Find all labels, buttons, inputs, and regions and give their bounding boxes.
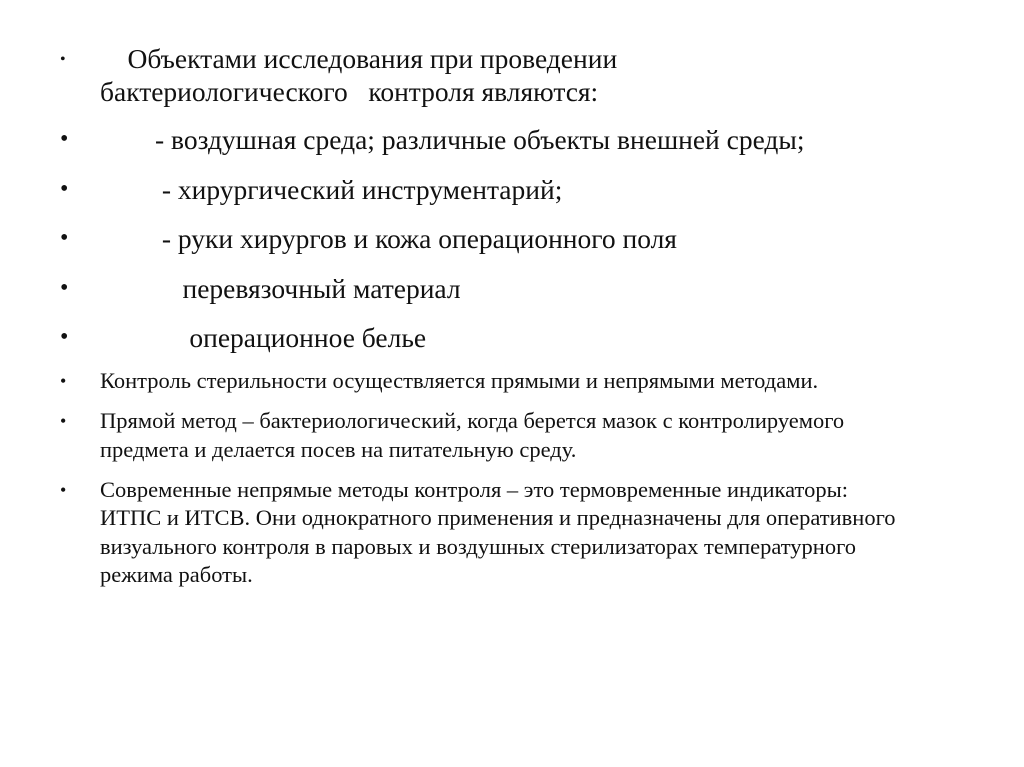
bullet-list xyxy=(56,42,976,601)
bullet-icon: • xyxy=(60,51,66,68)
list-item-text: Прямой метод – бактериологический, когда берется мазок с контролируемого предмета и делается посев на питательную среду. xyxy=(100,408,850,462)
list-item-direct-method xyxy=(56,407,976,464)
list-item-surgeon-hands xyxy=(56,222,976,255)
list-item-surgical-linen xyxy=(56,321,976,354)
bullet-icon: • xyxy=(60,126,69,152)
list-item-text: - воздушная среда; различные объекты внешней среды; xyxy=(100,124,805,155)
list-item-text: Контроль стерильности осуществляется прямыми и непрямыми методами. xyxy=(100,368,819,393)
list-item-text: - руки хирургов и кожа операционного поля xyxy=(100,223,677,254)
bullet-icon: • xyxy=(60,175,69,202)
bullet-icon: • xyxy=(60,371,67,391)
bullet-icon: • xyxy=(60,274,69,301)
list-item-text: - хирургический инструментарий; xyxy=(100,173,563,205)
bullet-icon: • xyxy=(60,324,69,350)
list-item-research-objects xyxy=(56,42,976,108)
list-item-surgical-instruments xyxy=(56,173,976,206)
list-item-dressing-material xyxy=(56,272,976,305)
list-item-text: операционное белье xyxy=(100,322,427,353)
list-item-indirect-methods xyxy=(56,476,976,590)
bullet-icon: • xyxy=(60,411,67,431)
list-item-air-environment xyxy=(56,123,976,156)
bullet-icon: • xyxy=(60,225,69,251)
bullet-icon: • xyxy=(60,479,67,500)
list-item-text: Современные непрямые методы контроля – это термовременные индикаторы: ИТПС и ИТСВ. Они однократного применения и предназначены для оперативного визуального контроля в паровых и воздушных стерилизаторах температурного режима работы. xyxy=(100,476,902,587)
list-item-sterility-control xyxy=(56,367,976,396)
list-item-text: перевязочный материал xyxy=(100,272,461,304)
list-item-text: Объектами исследования при проведении бактериологического контроля являются: xyxy=(100,43,625,107)
